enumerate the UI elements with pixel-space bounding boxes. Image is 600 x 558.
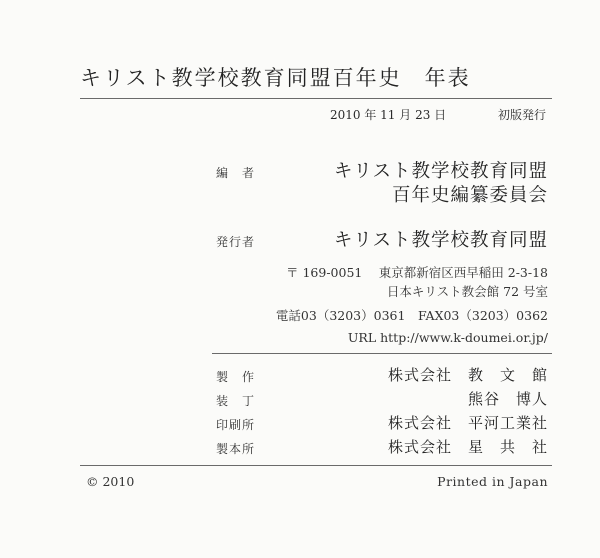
credit-label-production: 製 作: [216, 370, 256, 384]
credit-label-printer: 印刷所: [216, 418, 256, 432]
website-url: URL http://www.k-doumei.or.jp/: [347, 330, 548, 345]
top-divider: [80, 98, 552, 99]
credit-label-binding-design: 装 丁: [216, 394, 256, 408]
postal-code: 〒 169-0051: [286, 265, 363, 280]
publisher-name: キリスト教学校教育同盟: [333, 230, 548, 251]
editor-label: 編 者: [216, 166, 256, 180]
credit-value-binding-design: 熊谷 博人: [467, 390, 548, 408]
credit-value-printer: 株式会社 平河工業社: [387, 414, 548, 432]
credits-divider: [212, 353, 552, 354]
credit-value-bookbinder: 株式会社 星 共 社: [387, 438, 548, 456]
editor-name-line2: 百年史編纂委員会: [391, 185, 548, 206]
edition-label: 初版発行: [498, 108, 547, 122]
editor-name-line1: キリスト教学校教育同盟: [333, 161, 548, 182]
phone-fax: 電話03（3203）0361 FAX03（3203）0362: [275, 308, 548, 323]
publisher-label: 発行者: [216, 235, 256, 249]
bottom-divider: [80, 465, 552, 466]
publication-date: 2010 年 11 月 23 日: [330, 108, 447, 122]
book-title: キリスト教学校教育同盟百年史 年表: [80, 66, 471, 90]
address-line2: 日本キリスト教会館 72 号室: [386, 284, 548, 299]
address-line1: 東京都新宿区西早稲田 2-3-18: [378, 265, 548, 280]
copyright: © 2010: [86, 474, 135, 489]
credit-label-bookbinder: 製本所: [216, 442, 256, 456]
printed-in: Printed in Japan: [437, 474, 548, 489]
credit-value-production: 株式会社 教 文 館: [387, 366, 548, 384]
